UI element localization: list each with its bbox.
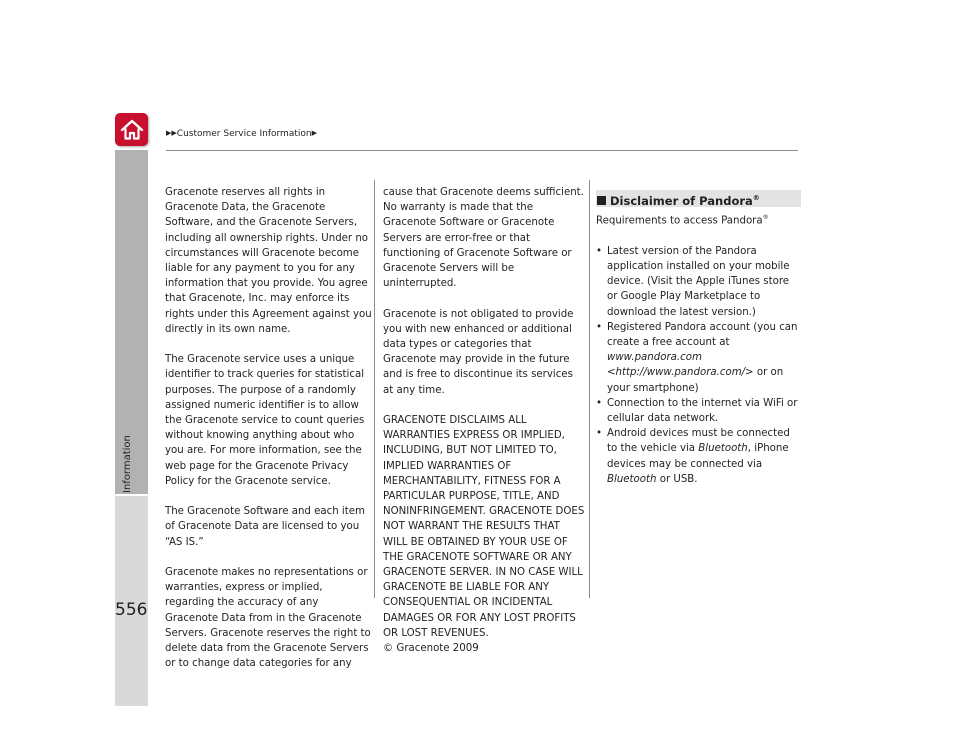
column-divider xyxy=(589,180,590,598)
text-column-1 xyxy=(165,185,373,687)
list-item-text: Registered Pandora account (you can create a free account at xyxy=(607,321,798,348)
requirements-intro xyxy=(596,210,802,229)
sidebar-tab-information[interactable] xyxy=(115,150,148,494)
list-item xyxy=(596,244,802,320)
paragraph: Gracenote makes no representations or warranties, express or implied, regarding the accuracy of any Gracenote Data from in the Gracenote Servers. Gracenote reserves the right to delete data from the Gracenote Servers or to change data categories for any xyxy=(165,567,371,670)
bluetooth-term: Bluetooth xyxy=(607,473,657,485)
pandora-link[interactable]: www.pandora.com <http://www.pandora.com/> xyxy=(607,352,754,379)
section-title: Disclaimer of Pandora xyxy=(610,193,753,208)
copyright: © Gracenote 2009 xyxy=(383,643,479,655)
breadcrumb-arrows: ▶▶ xyxy=(166,129,177,137)
paragraph: cause that Gracenote deems sufficient. No warranty is made that the Gracenote Software or Gracenote Servers are error-free or that functioning of Gracenote Software or Gracenote Servers will be uninterrupted. xyxy=(383,187,584,290)
sidebar-tab-label: Information xyxy=(122,435,133,493)
list-item-text: or on your smartphone) xyxy=(607,367,784,394)
list-item xyxy=(596,396,802,426)
text-column-3 xyxy=(596,190,802,487)
list-item xyxy=(596,426,802,487)
text-column-2 xyxy=(383,185,586,671)
list-item xyxy=(596,320,802,396)
breadcrumb-arrow: ▶ xyxy=(311,129,317,137)
paragraph: The Gracenote Software and each item of Gracenote Data are licensed to you “AS IS.” xyxy=(165,506,365,548)
list-item-text: Android devices must be connected to the vehicle via xyxy=(607,428,790,455)
requirements-list xyxy=(596,244,802,487)
registered-mark: ® xyxy=(762,214,769,221)
breadcrumb-link[interactable]: Customer Service Information xyxy=(176,129,312,139)
column-divider xyxy=(374,180,375,598)
requirements-text: Requirements to access Pandora xyxy=(596,215,763,227)
home-button[interactable] xyxy=(115,113,148,146)
page-number: 556 xyxy=(115,600,148,620)
list-item-text: , iPhone devices may be connected via xyxy=(607,443,789,470)
list-item-text: or USB. xyxy=(659,473,698,485)
paragraph: The Gracenote service uses a unique identifier to track queries for statistical purposes. The purpose of a randomly assigned numeric identifier is to allow the Gracenote service to count queries without knowing anything about who you are. For more information, see the web page for the Gracenote Privacy Policy for the Gracenote service. xyxy=(165,354,365,487)
square-bullet-icon xyxy=(597,196,606,205)
list-item-text: Latest version of the Pandora application installed on your mobile device. (Visit the Apple iTunes store or Google Play Marketplace to download the latest version.) xyxy=(607,245,790,318)
header-rule xyxy=(166,150,798,151)
paragraph-disclaimer: GRACENOTE DISCLAIMS ALL WARRANTIES EXPRESS OR IMPLIED, INCLUDING, BUT NOT LIMITED TO, IMPLIED WARRANTIES OF MERCHANTABILITY, FITNESS FOR A PARTICULAR PURPOSE, TITLE, AND NONINFRINGEMENT. GRACENOTE DOES NOT WARRANT THE RESULTS THAT WILL BE OBTAINED BY YOUR USE OF THE GRACENOTE SOFTWARE OR ANY GRACENOTE SERVER. IN NO CASE WILL GRACENOTE BE LIABLE FOR ANY CONSEQUENTIAL OR INCIDENTAL DAMAGES OR FOR ANY LOST PROFITS OR LOST REVENUES. xyxy=(383,415,585,639)
paragraph: Gracenote reserves all rights in Gracenote Data, the Gracenote Software, and the Gracenote Servers, including all ownership rights. Under no circumstances will Gracenote become liable for any payment to you for any information that you provide. You agree that Gracenote, Inc. may enforce its rights under this Agreement against you directly in its own name. xyxy=(165,187,372,335)
registered-mark: ® xyxy=(752,194,760,202)
section-header xyxy=(596,190,801,207)
paragraph: Gracenote is not obligated to provide you with new enhanced or additional data types or categories that Gracenote may provide in the future and is free to discontinue its services at any time. xyxy=(383,308,574,396)
bluetooth-term: Bluetooth xyxy=(698,443,748,455)
home-icon xyxy=(119,117,145,143)
list-item-text: Connection to the internet via WiFi or cellular data network. xyxy=(607,397,798,425)
breadcrumb xyxy=(166,128,317,140)
